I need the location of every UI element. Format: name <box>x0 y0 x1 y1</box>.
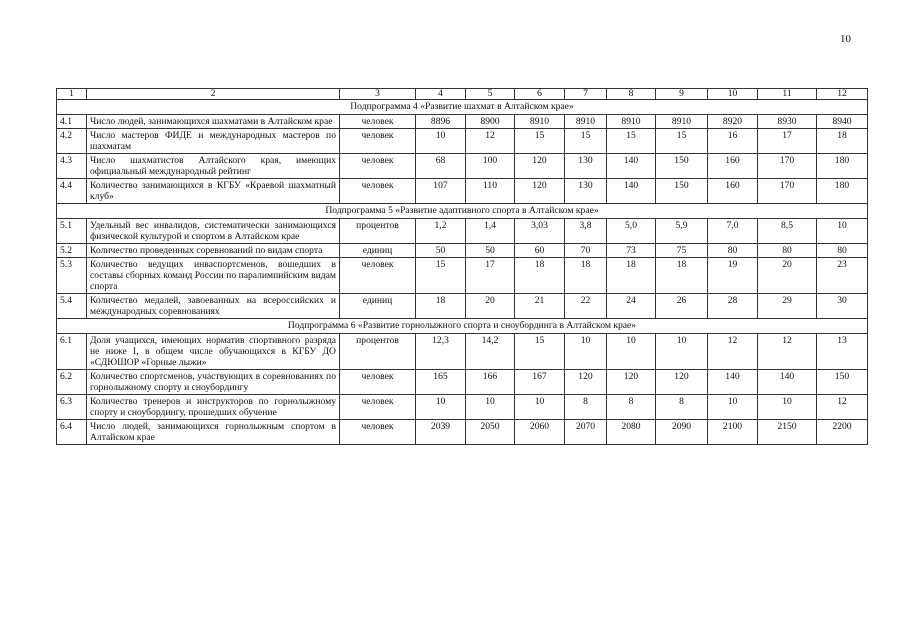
row-value: 2060 <box>515 420 565 445</box>
row-value: 5,0 <box>607 219 656 244</box>
header-cell: 5 <box>466 89 515 100</box>
row-value: 80 <box>708 244 758 258</box>
row-value: 8910 <box>607 115 656 129</box>
table-row <box>57 294 868 319</box>
header-cell: 7 <box>565 89 607 100</box>
row-value: 8910 <box>515 115 565 129</box>
row-label: Количество спортсменов, участвующих в соревнованиях по горнолыжному спорту и сноубордингу <box>87 370 340 395</box>
row-value: 140 <box>708 370 758 395</box>
row-id: 5.3 <box>57 258 87 294</box>
row-label: Число шахматистов Алтайского края, имеющих официальный международный рейтинг <box>87 154 340 179</box>
row-unit: человек <box>340 115 416 129</box>
table-row <box>57 219 868 244</box>
row-value: 17 <box>466 258 515 294</box>
row-value: 150 <box>656 179 708 204</box>
row-id: 5.1 <box>57 219 87 244</box>
row-value: 10 <box>466 395 515 420</box>
table-row <box>57 129 868 154</box>
row-id: 4.3 <box>57 154 87 179</box>
row-value: 10 <box>758 395 817 420</box>
row-value: 10 <box>817 219 868 244</box>
row-id: 4.1 <box>57 115 87 129</box>
header-cell: 3 <box>340 89 416 100</box>
row-label: Количество медалей, завоеванных на всероссийских и международных соревнованиях <box>87 294 340 319</box>
row-value: 150 <box>656 154 708 179</box>
row-value: 2100 <box>708 420 758 445</box>
row-value: 180 <box>817 179 868 204</box>
row-label: Количество ведущих инваспортсменов, вошедших в составы сборных команд России по паралимпийским видам спорта <box>87 258 340 294</box>
row-value: 10 <box>515 395 565 420</box>
row-unit: единиц <box>340 244 416 258</box>
row-value: 130 <box>565 179 607 204</box>
row-value: 12 <box>817 395 868 420</box>
row-id: 4.2 <box>57 129 87 154</box>
row-value: 120 <box>607 370 656 395</box>
row-value: 10 <box>708 395 758 420</box>
row-value: 22 <box>565 294 607 319</box>
row-value: 10 <box>416 129 466 154</box>
row-value: 8 <box>607 395 656 420</box>
row-value: 75 <box>656 244 708 258</box>
row-value: 8,5 <box>758 219 817 244</box>
row-value: 12 <box>708 334 758 370</box>
header-cell: 8 <box>607 89 656 100</box>
row-value: 12 <box>466 129 515 154</box>
row-value: 20 <box>758 258 817 294</box>
row-value: 3,8 <box>565 219 607 244</box>
row-value: 120 <box>515 179 565 204</box>
row-value: 140 <box>607 179 656 204</box>
row-value: 16 <box>708 129 758 154</box>
row-id: 6.4 <box>57 420 87 445</box>
row-unit: процентов <box>340 219 416 244</box>
row-value: 8930 <box>758 115 817 129</box>
row-value: 29 <box>758 294 817 319</box>
row-value: 170 <box>758 179 817 204</box>
row-value: 12,3 <box>416 334 466 370</box>
row-id: 5.4 <box>57 294 87 319</box>
row-value: 150 <box>817 370 868 395</box>
row-value: 20 <box>466 294 515 319</box>
row-value: 1,2 <box>416 219 466 244</box>
row-value: 180 <box>817 154 868 179</box>
row-value: 50 <box>416 244 466 258</box>
row-value: 2039 <box>416 420 466 445</box>
row-value: 2200 <box>817 420 868 445</box>
row-value: 120 <box>565 370 607 395</box>
header-cell: 12 <box>817 89 868 100</box>
row-label: Число людей, занимающихся горнолыжным спортом в Алтайском крае <box>87 420 340 445</box>
header-cell: 2 <box>87 89 340 100</box>
row-value: 8910 <box>656 115 708 129</box>
row-value: 166 <box>466 370 515 395</box>
table-row <box>57 420 868 445</box>
row-label: Доля учащихся, имеющих норматив спортивного разряда не ниже I, в общем числе обучающихся в КГБУ ДО «СДЮШОР «Горные лыжи» <box>87 334 340 370</box>
row-id: 5.2 <box>57 244 87 258</box>
row-value: 18 <box>817 129 868 154</box>
row-value: 80 <box>817 244 868 258</box>
row-value: 60 <box>515 244 565 258</box>
row-value: 12 <box>758 334 817 370</box>
row-value: 18 <box>565 258 607 294</box>
section-title: Подпрограмма 6 «Развитие горнолыжного спорта и сноубординга в Алтайском крае» <box>57 319 868 334</box>
header-cell: 9 <box>656 89 708 100</box>
row-unit: человек <box>340 154 416 179</box>
row-value: 167 <box>515 370 565 395</box>
row-label: Число мастеров ФИДЕ и международных мастеров по шахматам <box>87 129 340 154</box>
row-value: 15 <box>607 129 656 154</box>
row-value: 10 <box>416 395 466 420</box>
row-value: 2070 <box>565 420 607 445</box>
page-number: 10 <box>840 33 851 45</box>
row-value: 15 <box>515 334 565 370</box>
row-value: 160 <box>708 154 758 179</box>
row-value: 10 <box>565 334 607 370</box>
header-cell: 11 <box>758 89 817 100</box>
row-value: 120 <box>515 154 565 179</box>
table-row <box>57 154 868 179</box>
row-value: 107 <box>416 179 466 204</box>
row-value: 28 <box>708 294 758 319</box>
row-value: 8900 <box>466 115 515 129</box>
row-value: 160 <box>708 179 758 204</box>
row-label: Количество занимающихся в КГБУ «Краевой шахматный клуб» <box>87 179 340 204</box>
row-value: 18 <box>416 294 466 319</box>
header-cell: 10 <box>708 89 758 100</box>
row-label: Количество тренеров и инструкторов по горнолыжному спорту и сноубордингу, прошедших обучение <box>87 395 340 420</box>
row-value: 140 <box>607 154 656 179</box>
row-unit: процентов <box>340 334 416 370</box>
row-value: 2080 <box>607 420 656 445</box>
row-value: 26 <box>656 294 708 319</box>
row-value: 13 <box>817 334 868 370</box>
row-value: 8920 <box>708 115 758 129</box>
row-value: 17 <box>758 129 817 154</box>
row-value: 10 <box>656 334 708 370</box>
row-value: 30 <box>817 294 868 319</box>
row-value: 170 <box>758 154 817 179</box>
row-id: 6.1 <box>57 334 87 370</box>
row-value: 2150 <box>758 420 817 445</box>
row-value: 140 <box>758 370 817 395</box>
row-id: 6.3 <box>57 395 87 420</box>
table-row <box>57 370 868 395</box>
row-value: 24 <box>607 294 656 319</box>
header-cell: 1 <box>57 89 87 100</box>
row-unit: единиц <box>340 294 416 319</box>
row-unit: человек <box>340 395 416 420</box>
row-value: 8910 <box>565 115 607 129</box>
row-unit: человек <box>340 258 416 294</box>
row-value: 3,03 <box>515 219 565 244</box>
row-value: 15 <box>656 129 708 154</box>
row-value: 8 <box>656 395 708 420</box>
row-value: 73 <box>607 244 656 258</box>
row-label: Удельный вес инвалидов, систематически занимающихся физической культурой и спортом в Алтайском крае <box>87 219 340 244</box>
row-value: 165 <box>416 370 466 395</box>
row-value: 2050 <box>466 420 515 445</box>
row-value: 8 <box>565 395 607 420</box>
row-unit: человек <box>340 129 416 154</box>
row-value: 70 <box>565 244 607 258</box>
table-row <box>57 244 868 258</box>
row-id: 6.2 <box>57 370 87 395</box>
row-label: Число людей, занимающихся шахматами в Алтайском крае <box>87 115 340 129</box>
row-unit: человек <box>340 179 416 204</box>
section-title-row <box>57 204 868 219</box>
row-value: 80 <box>758 244 817 258</box>
table-row <box>57 395 868 420</box>
section-title: Подпрограмма 5 «Развитие адаптивного спорта в Алтайском крае» <box>57 204 868 219</box>
table-row <box>57 115 868 129</box>
row-unit: человек <box>340 420 416 445</box>
row-value: 1,4 <box>466 219 515 244</box>
row-unit: человек <box>340 370 416 395</box>
row-value: 5,9 <box>656 219 708 244</box>
row-value: 18 <box>656 258 708 294</box>
row-value: 68 <box>416 154 466 179</box>
header-cell: 4 <box>416 89 466 100</box>
row-value: 18 <box>515 258 565 294</box>
row-value: 8940 <box>817 115 868 129</box>
row-value: 14,2 <box>466 334 515 370</box>
indicators-table <box>56 88 868 445</box>
row-value: 15 <box>565 129 607 154</box>
row-value: 100 <box>466 154 515 179</box>
row-value: 8896 <box>416 115 466 129</box>
row-label: Количество проведенных соревнований по видам спорта <box>87 244 340 258</box>
row-value: 2090 <box>656 420 708 445</box>
row-id: 4.4 <box>57 179 87 204</box>
table-row <box>57 179 868 204</box>
row-value: 10 <box>607 334 656 370</box>
row-value: 23 <box>817 258 868 294</box>
table-row <box>57 334 868 370</box>
row-value: 18 <box>607 258 656 294</box>
section-title-row <box>57 319 868 334</box>
section-title: Подпрограмма 4 «Развитие шахмат в Алтайском крае» <box>57 100 868 115</box>
header-cell: 6 <box>515 89 565 100</box>
row-value: 110 <box>466 179 515 204</box>
row-value: 120 <box>656 370 708 395</box>
section-title-row <box>57 100 868 115</box>
row-value: 21 <box>515 294 565 319</box>
row-value: 50 <box>466 244 515 258</box>
row-value: 130 <box>565 154 607 179</box>
row-value: 15 <box>416 258 466 294</box>
row-value: 15 <box>515 129 565 154</box>
row-value: 7,0 <box>708 219 758 244</box>
header-row <box>57 89 868 100</box>
table-row <box>57 258 868 294</box>
row-value: 19 <box>708 258 758 294</box>
